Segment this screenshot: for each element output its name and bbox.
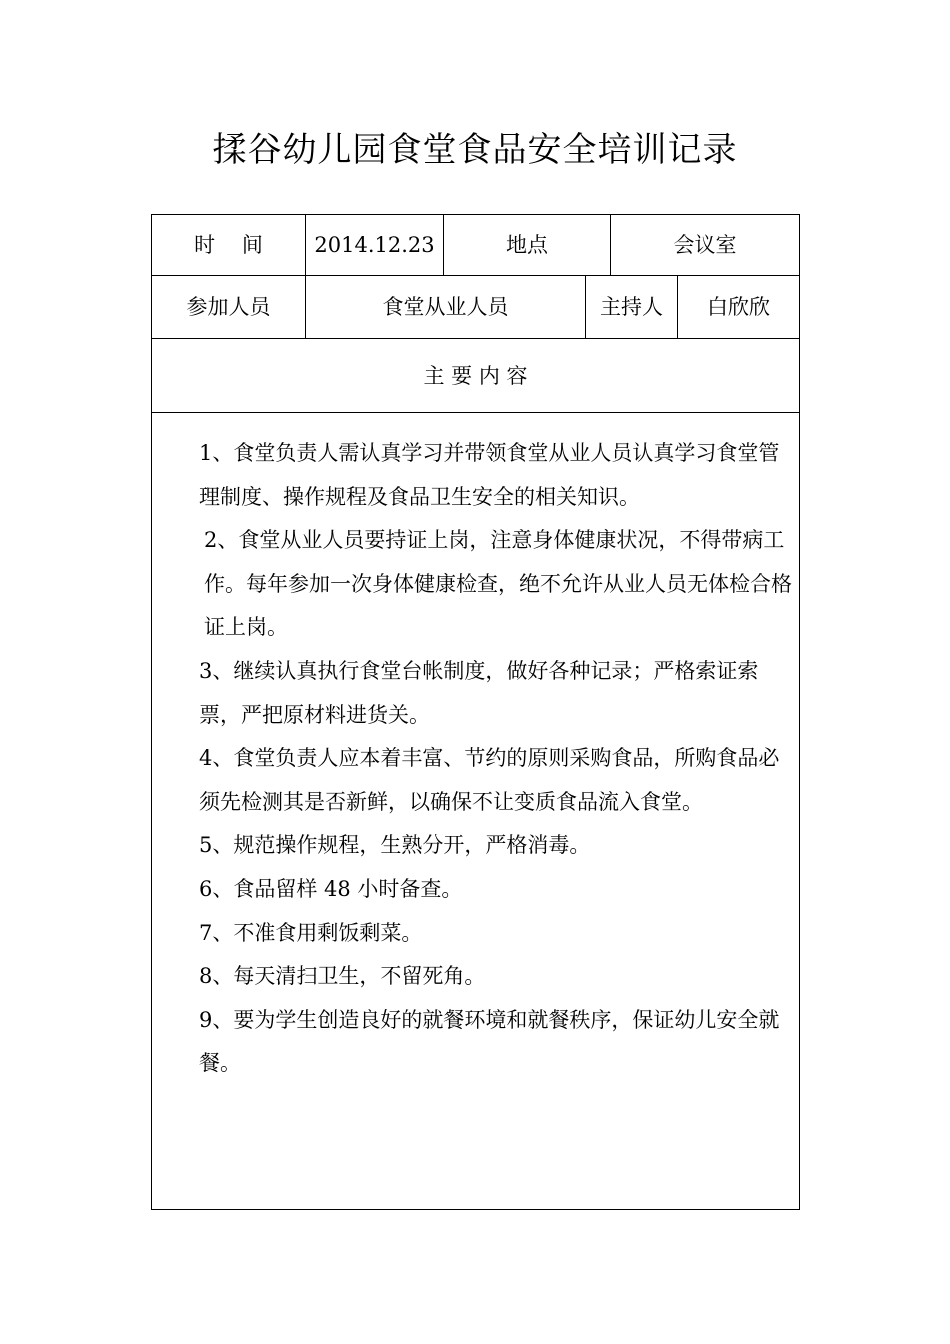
document-title: 揉谷幼儿园食堂食品安全培训记录 xyxy=(212,130,738,170)
content-item-3: 3、继续认真执行食堂台帐制度，做好各种记录；严格索证索票，严把原材料进货关。 xyxy=(199,658,759,727)
section-header: 主 要 内 容 xyxy=(423,363,528,388)
content-item-6: 6、食品留样 48 小时备查。 xyxy=(199,876,463,901)
row-divider-3 xyxy=(151,412,800,413)
content-item-4: 4、食堂负责人应本着丰富、节约的原则采购食品，所购食品必须先检测其是否新鲜，以确保不让变质食品流入食堂。 xyxy=(199,746,780,814)
content-item-5: 5、规范操作规程，生熟分开，严格消毒。 xyxy=(199,833,591,858)
participants-value: 食堂从业人员 xyxy=(382,295,509,319)
content-item-8: 8、每天清扫卫生，不留死角。 xyxy=(199,964,486,989)
place-value: 会议室 xyxy=(673,233,737,257)
content-item-2: 2、食堂从业人员要持证上岗，注意身体健康状况，不得带病工作。每年参加一次身体健康检查，绝不允许从业人员无体检合格证上岗。 xyxy=(204,528,792,640)
host-value: 白欣欣 xyxy=(707,295,770,319)
place-label: 地点 xyxy=(506,233,548,257)
main-content xyxy=(199,432,794,1086)
host-label: 主持人 xyxy=(600,295,663,319)
time-label: 时 间 xyxy=(194,233,263,257)
time-value: 2014.12.23 xyxy=(314,233,435,257)
participants-label: 参加人员 xyxy=(186,295,271,319)
content-item-1: 1、食堂负责人需认真学习并带领食堂从业人员认真学习食堂管理制度、操作规程及食品卫生安全的相关知识。 xyxy=(199,441,780,509)
content-item-7: 7、不准食用剩饭剩菜。 xyxy=(199,920,423,945)
content-item-9: 9、要为学生创造良好的就餐环境和就餐秩序，保证幼儿安全就餐。 xyxy=(199,1007,780,1076)
